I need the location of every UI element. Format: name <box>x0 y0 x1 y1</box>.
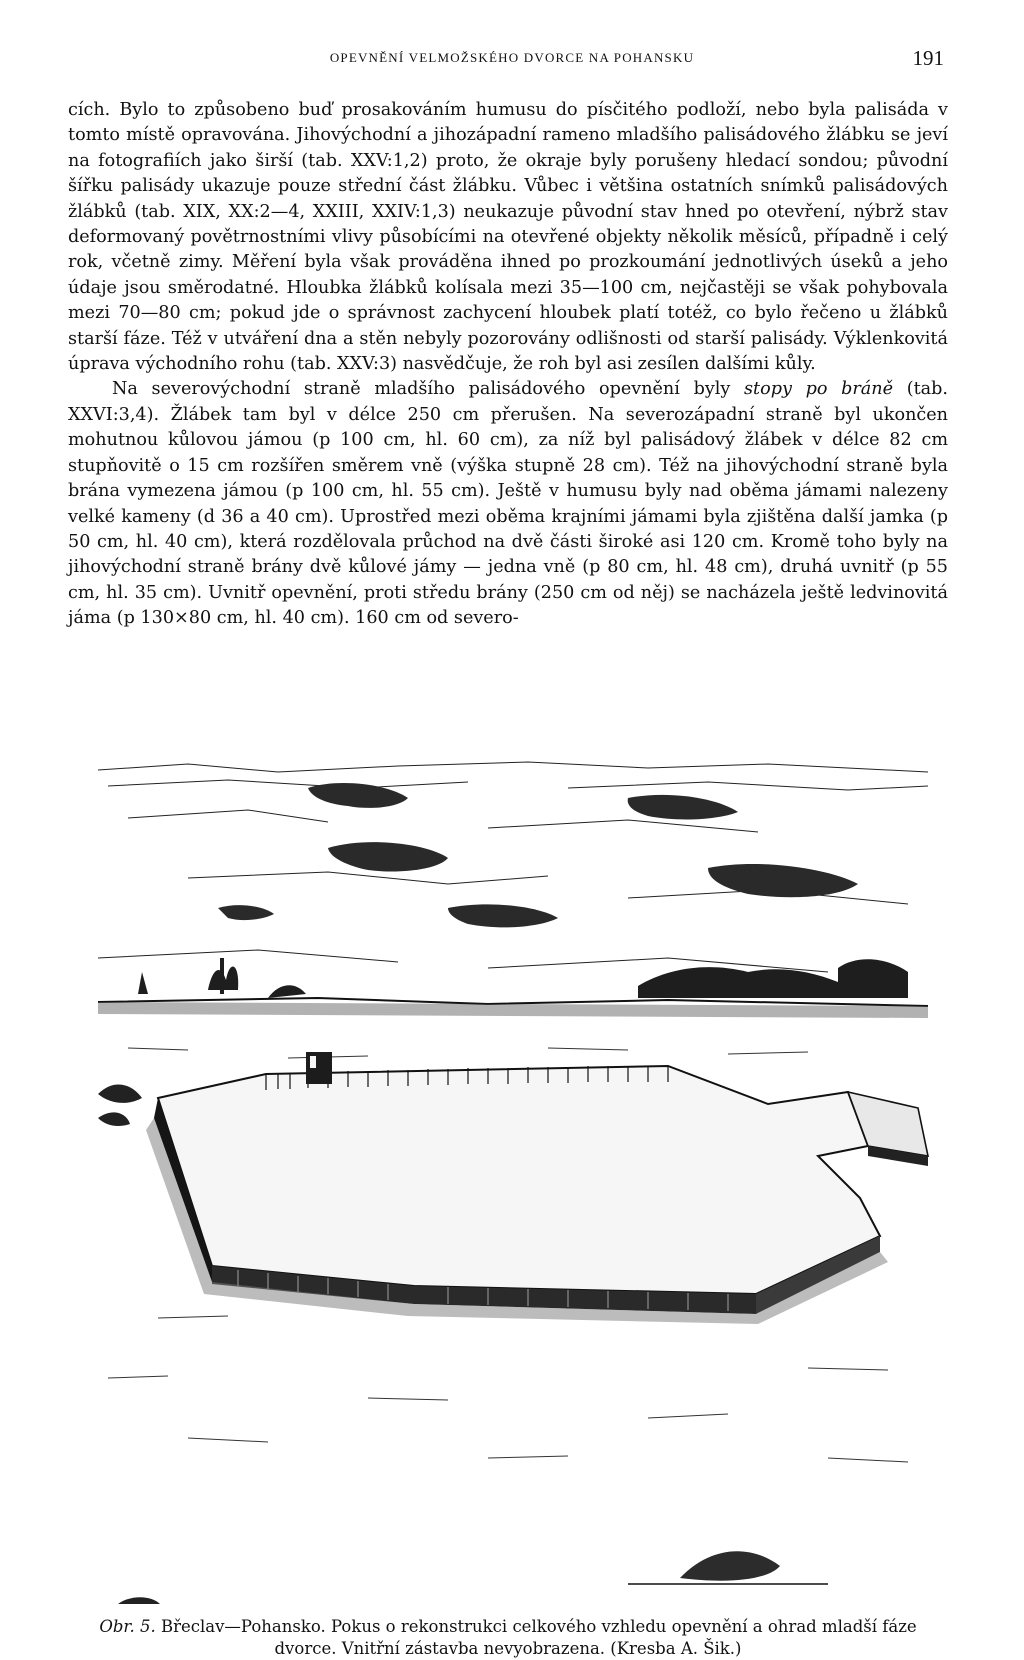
paragraph-1: cích. Bylo to způsobeno buď prosakováním humusu do písčitého podloží, nebo byla palisáda v tomto místě opravována. Jihovýchodní a jihozápadní rameno mladšího palisádového žlábku se jeví na fotografiích jako širší (tab. XXV:1,2) proto, že okraje byly porušeny hledací sondou; původní šířku palisády ukazuje pouze střední část žlábku. Vůbec i většina ostatních snímků palisádových žlábků (tab. XIX, XX:2—4, XXIII, XXIV:1,3) neukazuje původní stav hned po otevření, nýbrž stav deformovaný povětrnostními vlivy působícími na otevřené objekty několik měsíců, případně i celý rok, včetně zimy. Měření byla však prováděna ihned po prozkoumání jednotlivých úseků a jeho údaje jsou směrodatné. Hloubka žlábků kolísala mezi 35—100 cm, nejčastěji se však pohybovala mezi 70—80 cm; pokud jde o správnost zachycení hloubek platí totéž, co bylo řečeno u žlábků starší fáze. Též v utváření dna a stěn nebyly pozorovány odlišnosti od starší palisády. Výklenkovitá úprava východního rohu (tab. XXV:3) nasvědčuje, že roh byl asi zesílen dalšími kůly. <box>68 100 948 375</box>
paragraph-2-start: Na severovýchodní straně mladšího palisádového opevnění byly <box>112 379 745 400</box>
gate-tower <box>306 1052 332 1084</box>
paragraph-2-end: (tab. XXVI:3,4). Žlábek tam byl v délce 250 cm přerušen. Na severozápadní straně byl ukončen mohutnou kůlovou jámou (p 100 cm, hl. 60 cm), za níž byl palisádový žlábek v délce 82 cm stupňovitě o 15 cm rozšířen směrem vně (výška stupně 28 cm). Též na jihovýchodní straně byla brána vymezena jámou (p 100 cm, hl. 55 cm). Ještě v humusu byly nad oběma jámami nalezeny velké kameny (d 36 a 40 cm). Uprostřed mezi oběma krajními jámami byla zjištěna další jamka (p 50 cm, hl. 40 cm), která rozdělovala průchod na dvě části široké asi 120 cm. Kromě toho byly na jihovýchodní straně brány dvě kůlové jámy — jedna vně (p 80 cm, hl. 48 cm), druhá uvnitř (p 55 cm, hl. 35 cm). Uvnitř opevnění, proti středu brány (250 cm od něj) se nacházela ještě ledvinovitá jáma (p 130×80 cm, hl. 40 cm). 160 cm od severo- <box>68 379 948 629</box>
horizon-trees <box>138 958 908 998</box>
figure-caption-text: Břeclav—Pohansko. Pokus o rekonstrukci celkového vzhledu opevnění a ohrad mladší fáze dvorce. Vnitřní zástavba nevyobrazena. (Kresba A. Šik.) <box>155 1617 917 1658</box>
palisade-top-outline <box>158 1066 880 1294</box>
distant-field <box>98 1002 928 1018</box>
page-number: 191 <box>912 46 944 70</box>
sky-clouds <box>98 762 928 972</box>
gate-traces-term: stopy po bráně <box>744 379 894 400</box>
running-title: OPEVNĚNÍ VELMOŽSKÉHO DVORCE NA POHANSKU <box>329 50 695 65</box>
left-edge-shrubs <box>98 1084 142 1126</box>
dark-cloud-masses <box>218 783 858 927</box>
palisade-reconstruction-drawing <box>68 758 948 1610</box>
figure-caption <box>68 1616 948 1660</box>
figure-label: Obr. 5. <box>99 1617 156 1636</box>
paragraph-2 <box>68 377 948 631</box>
body-text <box>68 98 948 632</box>
foreground-stone <box>118 1597 160 1604</box>
foreground-mound <box>680 1551 780 1581</box>
running-head <box>0 46 1024 74</box>
